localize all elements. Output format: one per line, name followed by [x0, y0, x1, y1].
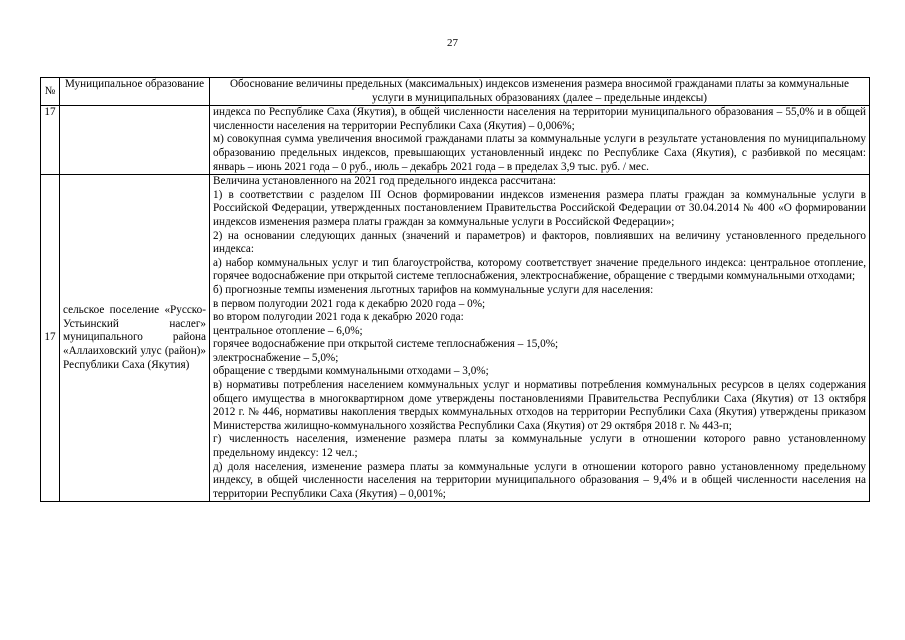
row-num: 17: [41, 106, 60, 175]
text-line: 1) в соответствии с разделом III Основ формировании индексов изменения размера платы граждан за коммунальные услуги в Российской Федерации, утвержденных постановлением Правительства Российской Федерации от 30.04.2014 № 400 «О формировании индексов изменения размера платы граждан за коммунальные услуги в Российской Федерации»;: [213, 188, 866, 228]
row-municipality: [60, 175, 210, 502]
table-row: [41, 175, 870, 502]
header-municipality: Муниципальное образование: [60, 78, 210, 106]
table-row: [41, 106, 870, 175]
municipality-text: сельское поселение «Русско-Устьинский наслег» муниципального района «Аллаиховский улус (район)» Республики Саха (Якутия): [63, 304, 206, 371]
text-line: м) совокупная сумма увеличения вносимой гражданами платы за коммунальные услуги в результате установления по муниципальному образованию предельных индексов, превышающих установленный индекс по Республике Саха (Якутия), с разбивкой по месяцам: январь – июнь 2021 года – 0 руб., июль – декабрь 2021 года – в пределах 3,9 тыс. руб. / мес.: [213, 133, 866, 173]
text-line: б) прогнозные темпы изменения льготных тарифов на коммунальные услуги для населения:: [213, 283, 654, 296]
row-justification: [210, 175, 870, 502]
text-line: Величина установленного на 2021 год предельного индекса рассчитана:: [213, 175, 557, 188]
header-num: №: [41, 78, 60, 106]
text-line: электроснабжение – 5,0%;: [213, 351, 339, 364]
row-justification: [210, 106, 870, 175]
header-justification: Обоснование величины предельных (максимальных) индексов изменения размера вносимой гражданами платы за коммунальные услуги в муниципальных образованиях (далее – предельные индексы): [210, 78, 870, 106]
row-municipality: [60, 106, 210, 175]
text-line: д) доля населения, изменение размера платы за коммунальные услуги в отношении которого равно установленному предельному индексу, в общей численности населения на территории муниципального образования – 9,4% и в общей численности населения на территории Республики Саха (Якутия) – 0,001%;: [213, 460, 866, 500]
page-number: 27: [447, 37, 458, 49]
text-line: г) численность населения, изменение размера платы за коммунальные услуги в отношении которого равно установленному предельному индексу: 12 чел.;: [213, 433, 866, 460]
text-line: центральное отопление – 6,0%;: [213, 324, 363, 337]
text-line: горячее водоснабжение при открытой системе теплоснабжения – 15,0%;: [213, 338, 559, 351]
indices-table: [40, 77, 870, 502]
table-header-row: [41, 78, 870, 106]
text-line: индекса по Республике Саха (Якутия), в общей численности населения на территории муниципального образования – 55,0% и в общей численности населения на территории Республики Саха (Якутия) – 0,006%;: [213, 106, 866, 132]
text-line: в первом полугодии 2021 года к декабрю 2020 года – 0%;: [213, 297, 486, 310]
text-line: 2) на основании следующих данных (значений и параметров) и факторов, повлиявших на величину установленного предельного индекса:: [213, 229, 866, 256]
text-line: обращение с твердыми коммунальными отходами – 3,0%;: [213, 365, 489, 378]
text-line: а) набор коммунальных услуг и тип благоустройства, которому соответствует значение предельного индекса: центральное отопление, горячее водоснабжение при открытой системе теплоснабжения, электроснабжение, обращение с твердыми коммунальными отходами;: [213, 256, 866, 283]
row-num: 17: [41, 175, 60, 502]
text-line: в) нормативы потребления населением коммунальных услуг и нормативы потребления коммунальных ресурсов в целях содержания общего имущества в многоквартирном доме утверждены постановлениями Правительства Республики Саха (Якутия) от 13 октября 2012 г. № 446, нормативы накопления твердых коммунальных отходов на территории Республики Саха (Якутия) утверждены приказом Министерства жилищно-коммунального хозяйства Республики Саха (Якутия) от 29 октября 2018 г. № 443-п;: [213, 379, 866, 432]
text-line: во втором полугодии 2021 года к декабрю 2020 года:: [213, 311, 464, 324]
